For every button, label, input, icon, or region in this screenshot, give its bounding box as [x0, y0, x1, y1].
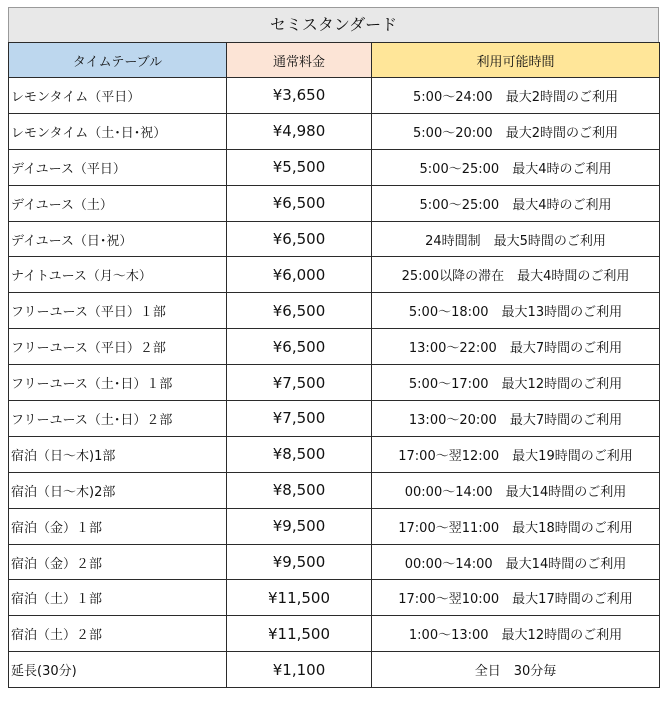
price-cell: ¥7,500 — [227, 365, 372, 401]
price-cell: ¥5,500 — [227, 149, 372, 185]
table-row — [9, 78, 660, 114]
table-row — [9, 149, 660, 185]
price-cell: ¥11,500 — [227, 616, 372, 652]
usage-time-cell: 5:00～25:00 最大4時のご利用 — [372, 149, 660, 185]
usage-time-cell: 17:00～翌12:00 最大19時間のご利用 — [372, 436, 660, 472]
plan-name-cell: 宿泊（日～木)2部 — [9, 472, 227, 508]
header-timetable: タイムテーブル — [9, 43, 227, 78]
plan-name-cell: レモンタイム（土･日･祝） — [9, 113, 227, 149]
price-cell: ¥6,500 — [227, 221, 372, 257]
price-cell: ¥3,650 — [227, 78, 372, 114]
plan-name-cell: 宿泊（金）１部 — [9, 508, 227, 544]
price-cell: ¥7,500 — [227, 401, 372, 437]
price-sheet — [8, 7, 659, 688]
usage-time-cell: 25:00以降の滞在 最大4時間のご利用 — [372, 257, 660, 293]
price-cell: ¥1,100 — [227, 652, 372, 688]
header-regular-price: 通常料金 — [227, 43, 372, 78]
sheet-title: セミスタンダード — [8, 7, 659, 42]
usage-time-cell: 5:00～24:00 最大2時間のご利用 — [372, 78, 660, 114]
table-row — [9, 616, 660, 652]
plan-name-cell: レモンタイム（平日） — [9, 78, 227, 114]
price-cell: ¥6,000 — [227, 257, 372, 293]
plan-name-cell: デイユース（土） — [9, 185, 227, 221]
plan-name-cell: フリーユース（土･日）１部 — [9, 365, 227, 401]
plan-name-cell: 宿泊（土）１部 — [9, 580, 227, 616]
plan-name-cell: 宿泊（金）２部 — [9, 544, 227, 580]
table-row — [9, 257, 660, 293]
price-cell: ¥11,500 — [227, 580, 372, 616]
usage-time-cell: 17:00～翌10:00 最大17時間のご利用 — [372, 580, 660, 616]
usage-time-cell: 5:00～25:00 最大4時のご利用 — [372, 185, 660, 221]
header-row — [9, 43, 660, 78]
plan-name-cell: 宿泊（土）２部 — [9, 616, 227, 652]
price-cell: ¥6,500 — [227, 329, 372, 365]
usage-time-cell: 全日 30分毎 — [372, 652, 660, 688]
table-row — [9, 508, 660, 544]
price-cell: ¥8,500 — [227, 436, 372, 472]
plan-name-cell: デイユース（日･祝） — [9, 221, 227, 257]
plan-name-cell: フリーユース（平日）１部 — [9, 293, 227, 329]
price-table — [8, 42, 660, 688]
usage-time-cell: 00:00～14:00 最大14時間のご利用 — [372, 544, 660, 580]
table-row — [9, 329, 660, 365]
price-cell: ¥4,980 — [227, 113, 372, 149]
usage-time-cell: 00:00～14:00 最大14時間のご利用 — [372, 472, 660, 508]
header-available-time: 利用可能時間 — [372, 43, 660, 78]
usage-time-cell: 13:00～20:00 最大7時間のご利用 — [372, 401, 660, 437]
usage-time-cell: 1:00～13:00 最大12時間のご利用 — [372, 616, 660, 652]
plan-name-cell: 延長(30分) — [9, 652, 227, 688]
usage-time-cell: 5:00～18:00 最大13時間のご利用 — [372, 293, 660, 329]
usage-time-cell: 13:00～22:00 最大7時間のご利用 — [372, 329, 660, 365]
table-row — [9, 365, 660, 401]
plan-name-cell: ナイトユース（月～木） — [9, 257, 227, 293]
table-row — [9, 652, 660, 688]
table-row — [9, 580, 660, 616]
table-row — [9, 221, 660, 257]
table-row — [9, 293, 660, 329]
table-row — [9, 401, 660, 437]
price-cell: ¥6,500 — [227, 185, 372, 221]
usage-time-cell: 24時間制 最大5時間のご利用 — [372, 221, 660, 257]
plan-name-cell: フリーユース（平日）２部 — [9, 329, 227, 365]
table-row — [9, 113, 660, 149]
usage-time-cell: 17:00～翌11:00 最大18時間のご利用 — [372, 508, 660, 544]
plan-name-cell: デイユース（平日） — [9, 149, 227, 185]
usage-time-cell: 5:00～17:00 最大12時間のご利用 — [372, 365, 660, 401]
table-row — [9, 436, 660, 472]
table-row — [9, 472, 660, 508]
price-cell: ¥8,500 — [227, 472, 372, 508]
price-cell: ¥9,500 — [227, 544, 372, 580]
table-row — [9, 544, 660, 580]
plan-name-cell: 宿泊（日～木)1部 — [9, 436, 227, 472]
table-row — [9, 185, 660, 221]
price-cell: ¥9,500 — [227, 508, 372, 544]
plan-name-cell: フリーユース（土･日）２部 — [9, 401, 227, 437]
price-cell: ¥6,500 — [227, 293, 372, 329]
usage-time-cell: 5:00～20:00 最大2時間のご利用 — [372, 113, 660, 149]
